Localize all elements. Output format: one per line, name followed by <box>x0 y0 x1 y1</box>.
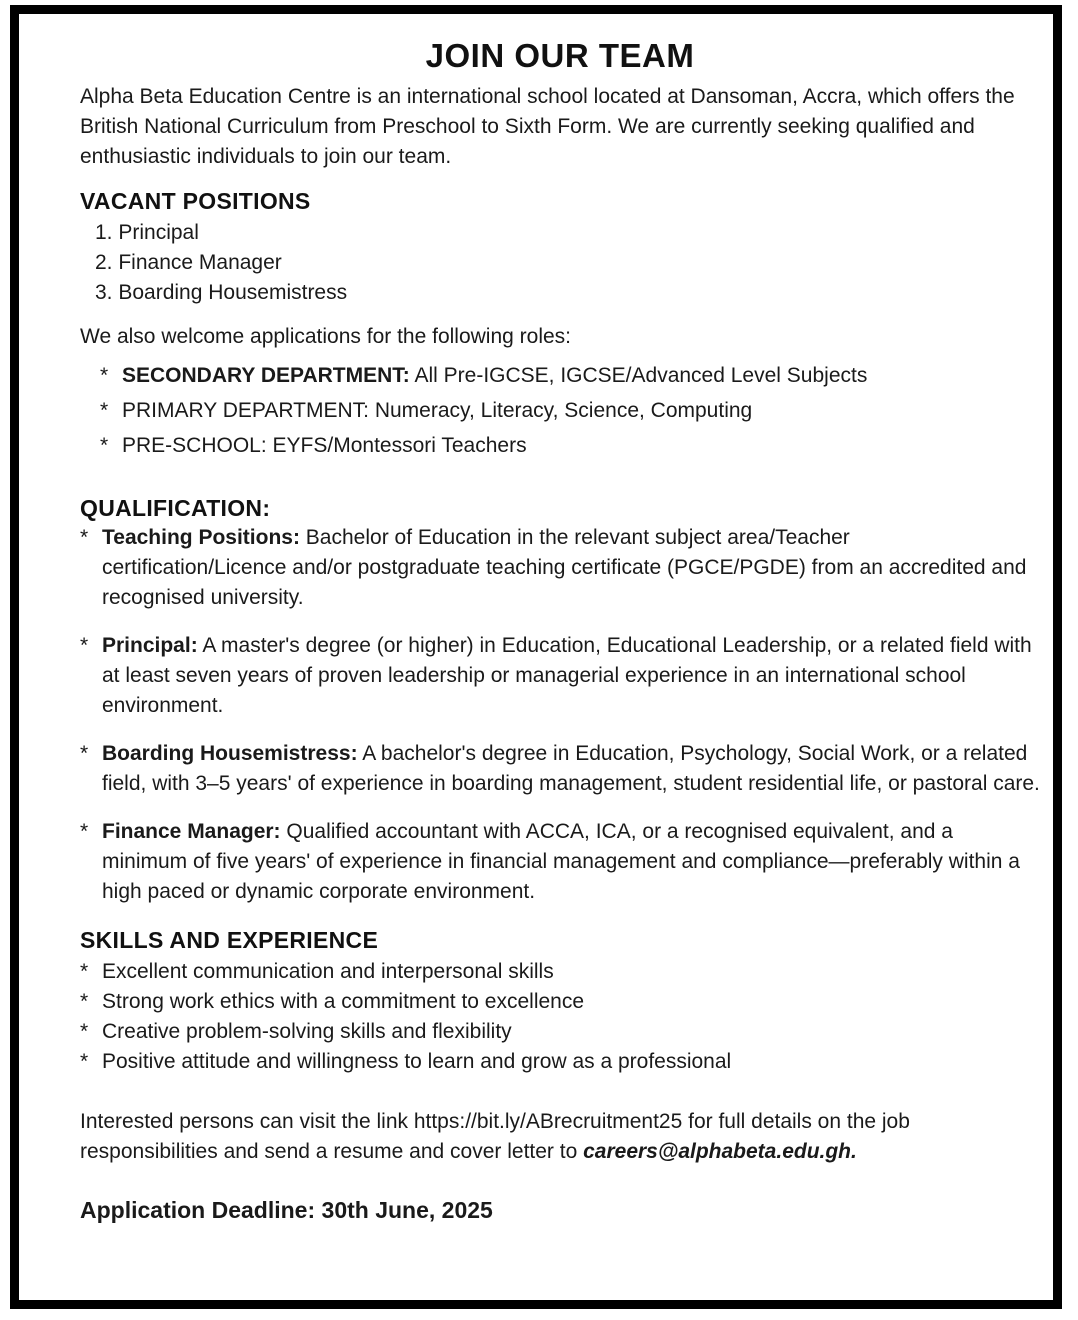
page-title: JOIN OUR TEAM <box>425 37 695 74</box>
skills-list <box>80 957 1040 1077</box>
intro-paragraph: Alpha Beta Education Centre is an international school located at Dansoman, Accra, which offers the British National Curriculum from Preschool to Sixth Form. We are currently seeking qualified and enthusiastic individuals to join our team. <box>80 85 1015 168</box>
qualification-text: A bachelor's degree in Education, Psychology, Social Work, or a related field, with 3–5 years' of experience in boarding management, student residential life, or pastoral care. <box>102 742 1040 795</box>
role-text: : Numeracy, Literacy, Science, Computing <box>363 399 753 422</box>
bullet-icon: * <box>80 960 89 983</box>
application-instructions <box>80 1107 1040 1167</box>
qualification-label: Principal: <box>102 634 198 657</box>
list-item <box>100 358 1040 393</box>
bullet-icon: * <box>100 434 109 457</box>
bullet-icon: * <box>80 742 89 765</box>
qualification-list <box>80 523 1040 907</box>
list-item <box>80 1047 1040 1077</box>
list-item <box>80 957 1040 987</box>
skill-text: Creative problem-solving skills and flexibility <box>102 1020 512 1043</box>
bullet-icon: * <box>80 526 89 549</box>
instructions-text: Interested persons can visit the link https://bit.ly/ABrecruitment25 for full details on the job responsibilities and send a resume and cover letter to <box>80 1110 910 1163</box>
careers-email-link[interactable]: careers@alphabeta.edu.gh. <box>583 1140 857 1163</box>
bullet-icon: * <box>100 364 109 387</box>
bullet-icon: * <box>80 634 89 657</box>
qualification-text: Qualified accountant with ACCA, ICA, or a recognised equivalent, and a minimum of five years' of experience in financial management and compliance—preferably within a high paced or dynamic corporate environment. <box>102 820 1020 903</box>
qualification-heading: QUALIFICATION: <box>80 495 271 521</box>
skills-heading: SKILLS AND EXPERIENCE <box>80 927 379 953</box>
skill-text: Strong work ethics with a commitment to excellence <box>102 990 585 1013</box>
qualification-text: Bachelor of Education in the relevant subject area/Teacher certification/Licence and/or postgraduate teaching certificate (PGCE/PGDE) from an accredited and recognised university. <box>102 526 1027 609</box>
role-text: EYFS/Montessori Teachers <box>266 434 527 457</box>
job-ad-content <box>80 14 1040 1248</box>
role-label: PRIMARY DEPARTMENT <box>122 399 364 422</box>
bullet-icon: * <box>80 820 89 843</box>
list-item: 3. Boarding Housemistress <box>95 281 348 304</box>
bullet-icon: * <box>80 1020 89 1043</box>
list-item <box>80 987 1040 1017</box>
roles-intro: We also welcome applications for the following roles: <box>80 325 572 348</box>
list-item: 2. Finance Manager <box>95 251 282 274</box>
application-deadline: Application Deadline: 30th June, 2025 <box>80 1197 493 1223</box>
qualification-text: A master's degree (or higher) in Education, Educational Leadership, or a related field with at least seven years of proven leadership or managerial experience in an international school environment. <box>102 634 1032 717</box>
job-ad-frame <box>10 5 1062 1309</box>
vacant-positions-list <box>80 218 1040 308</box>
qualification-label: Teaching Positions: <box>102 526 300 549</box>
role-text: All Pre-IGCSE, IGCSE/Advanced Level Subjects <box>409 364 868 387</box>
bullet-icon: * <box>80 1050 89 1073</box>
list-item: 1. Principal <box>95 221 199 244</box>
list-item <box>80 523 1040 613</box>
qualification-label: Finance Manager: <box>102 820 281 843</box>
skill-text: Positive attitude and willingness to learn and grow as a professional <box>102 1050 732 1073</box>
qualification-label: Boarding Housemistress: <box>102 742 358 765</box>
list-item <box>80 631 1040 721</box>
bullet-icon: * <box>100 399 109 422</box>
role-label: PRE-SCHOOL: <box>122 434 267 457</box>
roles-list <box>80 358 1040 463</box>
vacant-positions-heading: VACANT POSITIONS <box>80 188 311 214</box>
role-label: SECONDARY DEPARTMENT: <box>122 364 410 387</box>
list-item <box>80 817 1040 907</box>
list-item <box>80 1017 1040 1047</box>
bullet-icon: * <box>80 990 89 1013</box>
list-item <box>100 428 1040 463</box>
skill-text: Excellent communication and interpersonal skills <box>102 960 554 983</box>
list-item <box>80 739 1040 799</box>
list-item <box>100 393 1040 428</box>
